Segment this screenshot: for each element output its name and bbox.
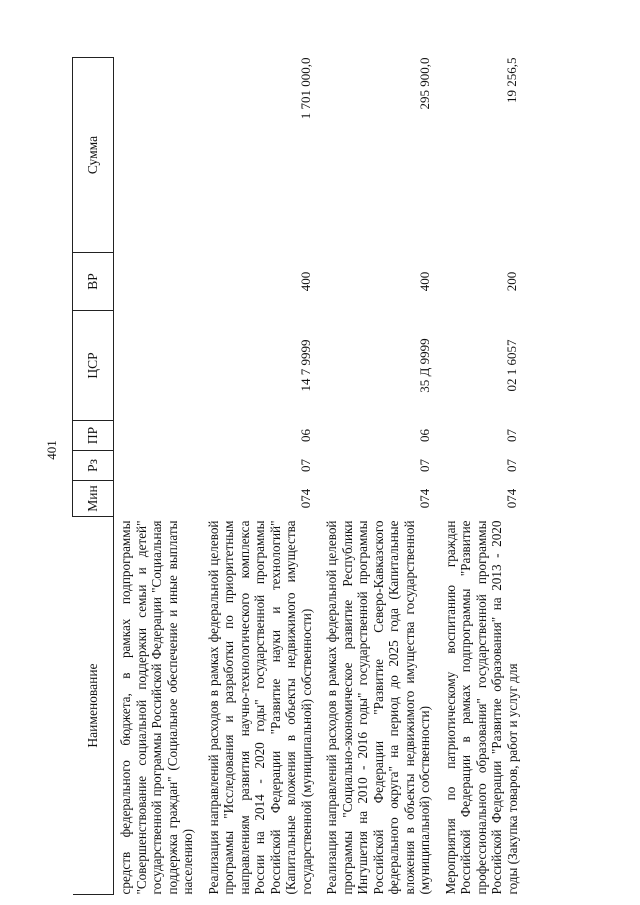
row-vr [114,253,196,311]
table-row [324,58,433,895]
row-name: средств федерального бюджета, в рамках подпрограммы "Совершенствование социальной поддержки семьи и детей" государственной программы Российской Федерации "Социальная поддержка граждан" (Социальное обеспечение и иные выплаты населению) [118,520,195,895]
row-name: Реализация направлений расходов в рамках федеральной целевой программы "Социально-экономическое развитие Республики Ингушетия на 2010 - 2016 годы" государственной программы Российской Федерации "Развитие Северо-Кавказского федерального округа" на период до 2025 года (Капитальные вложения в объекты недвижимого имущества государственной (муниципальной) собственности) [324,520,432,895]
row-pr [114,421,196,451]
row-csr: 02 1 6057 [504,339,519,392]
table-header-row [73,58,114,895]
header-csr: ЦСР [73,311,114,421]
row-spacer [433,58,443,895]
row-name: Реализация направлений расходов в рамках федеральной целевой программы "Исследования и разработки по приоритетным направлениям развития научно-технологического комплекса России на 2014 - 2020 годы" государственной программы Российской Федерации "Развитие науки и технологий" (Капитальные вложения в объекты недвижимого имущества государственной (муниципальной) собственности) [205,520,314,895]
row-rz: 07 [298,459,313,472]
row-sum: 1 701 000,0 [298,57,313,120]
row-csr: 14 7 9999 [298,339,313,392]
row-pr: 06 [298,429,313,442]
row-min: 074 [504,488,519,509]
row-csr [114,311,196,421]
row-spacer [314,58,324,895]
row-sum [114,58,196,253]
budget-table [72,57,520,895]
row-min: 074 [416,488,432,509]
row-name: Мероприятия по патриотическому воспитанию граждан Российской Федерации в рамках подпрограммы "Развитие профессионального образования" государственной программы Российской Федерации "Развитие образования" на 2013 - 2020 годы (Закупка товаров, работ и услуг для [442,520,520,895]
row-pr: 06 [416,429,432,442]
header-name: Наименование [73,517,114,895]
row-rz [114,451,196,481]
row-vr: 400 [298,271,313,292]
row-min [114,481,196,517]
header-rz: Рз [73,451,114,481]
row-rz: 07 [416,459,432,472]
row-vr: 200 [504,271,519,292]
table-row [206,58,315,895]
header-min: Мин [73,481,114,517]
row-sum: 295 900,0 [416,57,432,110]
page-number: 401 [44,440,59,460]
row-pr: 07 [504,429,519,442]
row-spacer [196,58,206,895]
row-rz: 07 [504,459,519,472]
table-row [443,58,521,895]
row-csr: 35 Д 9999 [416,338,432,393]
header-pr: ПР [73,421,114,451]
header-vr: ВР [73,253,114,311]
budget-table-sheet [72,58,592,895]
header-sum: Сумма [73,58,114,253]
row-vr: 400 [416,271,432,292]
row-min: 074 [298,488,313,509]
table-row [114,58,196,895]
row-sum: 19 256,5 [504,57,519,103]
